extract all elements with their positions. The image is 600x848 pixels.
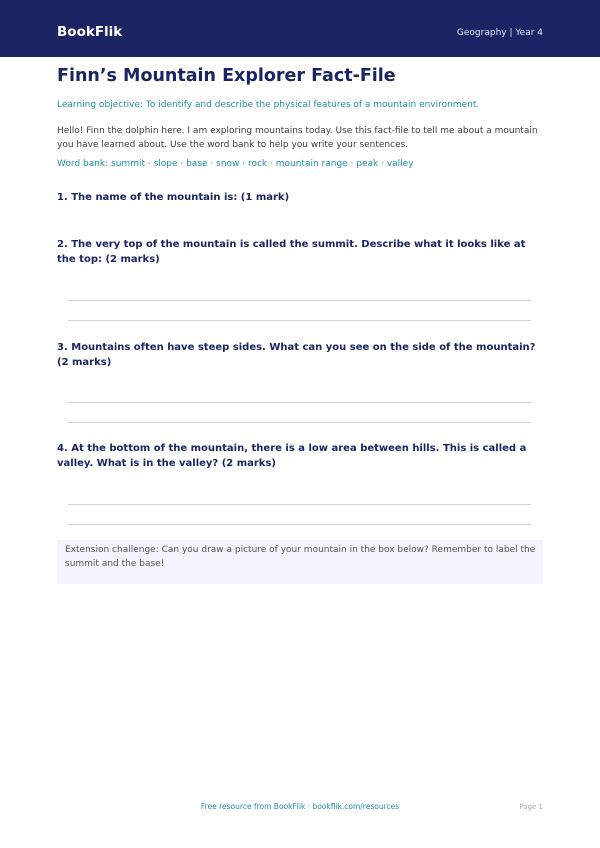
header-bar [0, 0, 600, 57]
page-number: Page 1 [519, 803, 543, 811]
subject-year-label: Geography | Year 4 [456, 28, 543, 38]
answer-line[interactable] [68, 300, 531, 301]
brand-logo[interactable]: BookFlik [57, 24, 123, 40]
question-1: 1. The name of the mountain is: (1 mark) [57, 192, 290, 203]
answer-line[interactable] [68, 422, 531, 423]
question-3: 3. Mountains often have steep sides. What can you see on the side of the mountain? (2 marks) [57, 342, 536, 368]
question-2: 2. The very top of the mountain is called the summit. Describe what it looks like at the top: (2 marks) [57, 239, 526, 265]
intro-text: Hello! Finn the dolphin here. I am exploring mountains today. Use this fact-file to tell me about a mountain you have learned about. Use the word bank to help you write your sentences. [57, 126, 538, 150]
footer-text[interactable]: Free resource from BookFlik · bookflik.com/resources [200, 802, 400, 811]
learning-objective: Learning objective: To identify and describe the physical features of a mountain environment. [57, 100, 480, 110]
extension-text: Extension challenge: Can you draw a picture of your mountain in the box below? Remember to label the summit and the base! [65, 545, 536, 569]
answer-line[interactable] [68, 320, 531, 321]
question-4: 4. At the bottom of the mountain, there is a low area between hills. This is called a valley. What is in the valley? (2 marks) [57, 443, 527, 469]
answer-line[interactable] [68, 402, 531, 403]
answer-line[interactable] [68, 504, 531, 505]
word-bank: Word bank: summit · slope · base · snow · rock · mountain range · peak · valley [57, 159, 414, 169]
worksheet-title: Finn’s Mountain Explorer Fact-File [57, 66, 396, 86]
extension-box [57, 540, 543, 584]
answer-line[interactable] [68, 524, 531, 525]
